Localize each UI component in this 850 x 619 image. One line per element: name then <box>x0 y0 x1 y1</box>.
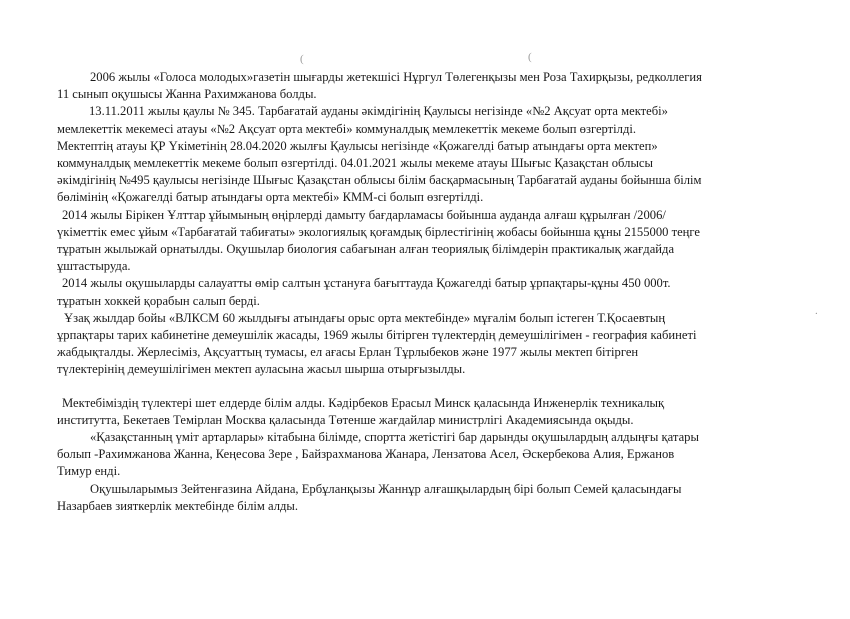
scan-mark-left: ( <box>300 53 304 65</box>
text-line: үкіметтік емес ұйым «Тарбағатай табиғаты» экологиялық қоғамдық бірлестігінің жобасы бойынша құны 2155000 теңге <box>57 224 700 239</box>
text-line: жабдықталды. Жерлесіміз, Ақсуаттың тумасы, ел ағасы Ерлан Тұрлыбеков және 1977 жылы мектеп бітірген <box>57 345 639 360</box>
text-line: 13.11.2011 жылы қаулы № 345. Тарбағатай ауданы әкімдігінің Қаулысы негізінде «№2 Ақсуат орта мектебі» <box>89 104 668 119</box>
paragraph-nis-students <box>57 481 803 515</box>
text-line: 2006 жылы «Голоса молодых»газетін шығарды жетекшісі Нұргул Төлегенқызы мен Роза Тахирқызы, редколлегия <box>90 70 702 84</box>
text-line: Тимур енді. <box>57 464 121 479</box>
paragraph-hockey-box <box>57 275 803 309</box>
text-line: түлектерінің демеушілігімен мектеп ауласына жасыл шырша отырғызылды. <box>57 362 466 377</box>
text-line: 2014 жылы Бірікен Ұлттар ұйымының өңірлерді дамыту бағдарламасы бойынша ауданда алғаш құрылған /2006/ <box>62 207 666 222</box>
text-line: 11 сынып оқушысы Жанна Рахимжанова болды. <box>57 87 317 102</box>
paragraph-graduates-abroad <box>57 395 803 429</box>
scan-mark-dot: . <box>815 305 818 317</box>
text-line: мемлекеттік мекемесі атауы «№2 Ақсуат орта мектебі» коммуналдық мемлекеттік мекеме болып өзгертілді. <box>57 121 637 136</box>
paragraph-school-rename-2011 <box>57 103 803 137</box>
paragraph-greenhouse <box>57 207 803 276</box>
text-line: Мектебіміздің түлектері шет елдерде білім алды. Кәдірбеков Ерасыл Минск қаласында Инженерлік техникалық <box>62 395 665 410</box>
text-line: институтта, Бекетаев Темірлан Москва қаласында Төтенше жағдайлар министрлігі Академиясында оқыды. <box>57 412 634 427</box>
scan-mark-right: ( <box>528 51 532 63</box>
text-line: коммуналдық мемлекеттік мекеме болып өзгертілді. 04.01.2021 жылы мекеме атауы Шығыс Қазақстан облысы <box>57 156 653 171</box>
text-line: 2014 жылы оқушыларды салауатты өмір салтын ұстануға бағыттауда Қожагелді батыр ұрпақтары-құны 450 000т. <box>62 276 671 291</box>
text-line: ұрпақтары тарих кабинетіне демеушілік жасады, 1969 жылы бітірген түлектердің демеушілігімен - география кабинеті <box>57 328 697 343</box>
text-line: Ұзақ жылдар бойы «ВЛКСМ 60 жылдығы атындағы орыс орта мектебінде» мұғалім болып істеген Т.Қосаевтың <box>64 310 666 325</box>
paragraph-sponsorship <box>57 310 803 379</box>
text-line: тұратын жылыжай орнатылды. Оқушылар биология сабағынан алған теориялық білімдерін практикалық жағдайда <box>57 242 675 257</box>
paragraph-newspaper <box>57 69 803 103</box>
text-line: тұратын хоккей қорабын салып берді. <box>57 293 260 308</box>
paragraph-school-rename-2020 <box>57 138 803 207</box>
text-line: Оқушыларымыз Зейтенғазина Айдана, Ербұланқызы Жаннұр алғашқылардың бірі болып Семей қаласындағы <box>90 481 682 496</box>
document-body <box>57 69 803 515</box>
text-line: Назарбаев зияткерлік мектебінде білім алды. <box>57 498 299 513</box>
text-line: Мектептің атауы ҚР Үкіметінің 28.04.2020 жылғы Қаулысы негізінде «Қожагелді батыр атындағы орта мектеп» <box>57 138 658 153</box>
text-line: болып -Рахимжанова Жанна, Кеңесова Зере , Байзрахманова Жанара, Лензатова Асел, Әскербекова Алия, Ержанов <box>57 447 675 462</box>
paragraph-book-mention <box>57 429 803 481</box>
paragraph-gap <box>57 379 803 395</box>
text-line: бөлімінің «Қожагелді батыр атындағы орта мектебі» КММ-сі болып өзгертілді. <box>57 190 484 205</box>
text-line: әкімдігінің №495 қаулысы негізінде Шығыс Қазақстан облысы білім басқармасының Тарбағатай ауданы бойынша білім <box>57 173 702 188</box>
text-line: «Қазақстанның үміт артарлары» кітабына білімде, спортта жетістігі бар дарынды оқушылардың алдыңғы қатары <box>90 430 699 445</box>
text-line: ұштастыруда. <box>57 259 131 274</box>
